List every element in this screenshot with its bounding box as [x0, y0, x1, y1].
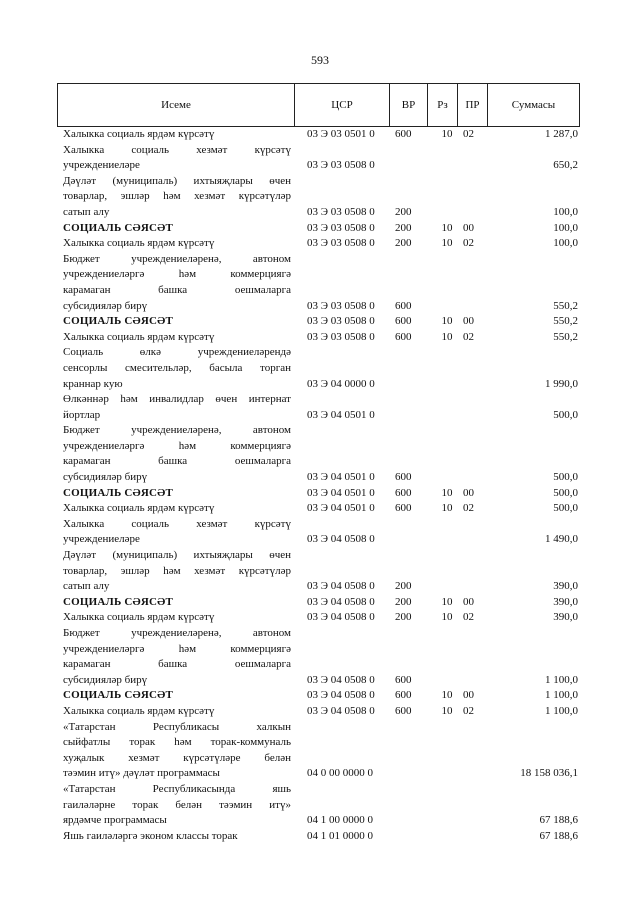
- row-name-line: сенсорлы смесительләр, басыла торган: [63, 361, 291, 374]
- table-row: [63, 236, 578, 252]
- row-sum: 1 287,0: [545, 128, 578, 140]
- row-name: [63, 236, 295, 252]
- table-row: [63, 314, 578, 330]
- row-name: [63, 345, 295, 392]
- row-pr: 02: [463, 704, 474, 717]
- table-row: [63, 392, 578, 423]
- row-rz: 10: [441, 237, 453, 250]
- row-sum: 500,0: [553, 486, 578, 499]
- row-vr: 600: [395, 299, 412, 312]
- row-sum: 1 100,0: [545, 704, 578, 717]
- row-sum: 67 188,6: [539, 814, 578, 827]
- row-name-line: Халыкка социаль ярдәм күрсәтү: [63, 704, 215, 717]
- row-sum: 390,0: [553, 595, 578, 608]
- row-csr: 03 Э 04 0508 0: [307, 595, 375, 608]
- row-name-line: «Татарстан Республикасы халкын: [63, 720, 291, 733]
- row-vr: 600: [395, 673, 412, 686]
- row-name-line: Бюджет учреждениеләренә, автоном: [63, 627, 291, 639]
- page-number: 593: [311, 53, 329, 67]
- row-name-line: карамаган башка оешмаларга: [63, 455, 291, 468]
- row-vr: 600: [395, 704, 412, 717]
- row-name: [63, 626, 295, 688]
- row-name-line: Дәүләт (муниципаль) ихтыяҗлары өчен: [63, 174, 291, 187]
- row-vr: 200: [395, 205, 412, 218]
- row-csr: 03 Э 03 0508 0: [307, 237, 375, 250]
- row-name-line: субсидияләр бирү: [63, 299, 148, 312]
- row-rz: 10: [441, 221, 453, 234]
- row-vr: 200: [395, 611, 412, 624]
- row-name-line: Яшь гаиләләргә эконом классы торак: [63, 829, 238, 842]
- row-name-line: субсидияләр бирү: [63, 471, 148, 484]
- row-vr: 200: [395, 595, 412, 608]
- header-pr: ПР: [457, 84, 487, 126]
- row-name-line: Халыкка социаль ярдәм күрсәтү: [63, 330, 215, 343]
- row-name-line: Халыкка социаль ярдәм күрсәтү: [63, 502, 215, 515]
- row-pr: 00: [463, 315, 474, 328]
- row-name-line: тәэмин итү» дәүләт программасы: [63, 767, 220, 780]
- table-row: [63, 423, 578, 485]
- table-row: [63, 595, 578, 611]
- row-rz: 10: [441, 330, 453, 343]
- row-sum: 390,0: [553, 611, 578, 624]
- table-row: [63, 330, 578, 346]
- row-csr: 03 Э 04 0508 0: [307, 689, 375, 702]
- row-rz: 10: [441, 704, 453, 717]
- row-name-line: сатып алу: [63, 580, 110, 593]
- row-csr: 03 Э 03 0508 0: [307, 315, 375, 328]
- row-vr: 600: [395, 471, 412, 484]
- row-sum: 1 100,0: [545, 689, 578, 702]
- row-name-line: краннар кую: [63, 377, 123, 390]
- row-name-line: Социаль өлкә учреждениеләрендә: [63, 346, 291, 359]
- header-name: Исеме: [161, 99, 191, 111]
- row-name: [63, 330, 295, 346]
- row-vr: 600: [395, 502, 412, 515]
- row-name-line: товарлар, эшләр һәм хезмәт күрсәтүләр: [63, 564, 291, 577]
- row-csr: 03 Э 03 0501 0: [307, 128, 375, 140]
- row-csr: 03 Э 03 0508 0: [307, 221, 375, 234]
- row-name-line: гаиләләрне торак белән тәэмин итү»: [63, 798, 291, 811]
- row-name: [63, 314, 295, 330]
- row-vr: 200: [395, 580, 412, 593]
- table-row: [63, 626, 578, 688]
- row-sum: 67 188,6: [539, 829, 578, 842]
- header-csr: ЦСР: [294, 84, 389, 126]
- row-pr: 02: [463, 237, 474, 250]
- row-sum: 390,0: [553, 580, 578, 593]
- row-name-line: карамаган башка оешмаларга: [63, 658, 291, 671]
- row-pr: 00: [463, 595, 474, 608]
- row-name: [63, 127, 295, 143]
- row-name-line: субсидияләр бирү: [63, 673, 148, 686]
- table-row: [63, 174, 578, 221]
- row-csr: 04 1 01 0000 0: [307, 829, 373, 842]
- table-row: [63, 501, 578, 517]
- row-name-line: учреждениеләргә һәм коммерциягә: [63, 268, 291, 281]
- row-rz: 10: [441, 689, 453, 702]
- row-rz: 10: [441, 611, 453, 624]
- row-sum: 1 100,0: [545, 673, 578, 686]
- row-csr: 04 1 00 0000 0: [307, 814, 373, 827]
- row-name: [63, 423, 295, 485]
- table-row: [63, 345, 578, 392]
- row-sum: 1 990,0: [545, 377, 578, 390]
- row-name-line: учреждениеләре: [63, 533, 140, 546]
- row-vr: 200: [395, 237, 412, 250]
- row-vr: 200: [395, 221, 412, 234]
- row-csr: 03 Э 04 0508 0: [307, 533, 375, 546]
- table-body: [63, 127, 578, 844]
- row-pr: 02: [463, 611, 474, 624]
- header-rz: Рз: [427, 84, 457, 126]
- table-header: [57, 83, 580, 127]
- row-name-line: товарлар, эшләр һәм хезмәт күрсәтүләр: [63, 190, 291, 203]
- row-name: [63, 517, 295, 548]
- row-name-line: учреждениеләргә һәм коммерциягә: [63, 642, 291, 655]
- row-name-line: Бюджет учреждениеләренә, автоном: [63, 424, 291, 437]
- row-rz: 10: [441, 128, 453, 140]
- table-row: [63, 127, 578, 143]
- row-name-line: хуҗалык хезмәт күрсәтүләре белән: [63, 751, 291, 764]
- table-row: [63, 548, 578, 595]
- row-name-line: Бюджет учреждениеләренә, автоном: [63, 252, 291, 265]
- table-row: [63, 782, 578, 829]
- row-name: [63, 501, 295, 517]
- row-csr: 03 Э 03 0508 0: [307, 159, 375, 172]
- row-sum: 500,0: [553, 471, 578, 484]
- row-name: [63, 688, 295, 704]
- header-vr: ВР: [389, 84, 427, 126]
- row-name-line: сыйфатлы торак һәм торак-коммуналь: [63, 736, 291, 749]
- row-sum: 100,0: [553, 221, 578, 234]
- row-csr: 03 Э 04 0508 0: [307, 580, 375, 593]
- row-name: [63, 174, 295, 221]
- row-name-line: ярдәмче программасы: [63, 814, 167, 827]
- table-row: [63, 252, 578, 314]
- row-name-line: Халыкка социаль ярдәм күрсәтү: [63, 237, 215, 250]
- row-csr: 03 Э 04 0508 0: [307, 673, 375, 686]
- row-pr: 02: [463, 502, 474, 515]
- row-name-line: СОЦИАЛЬ СӘЯСӘТ: [63, 689, 173, 702]
- row-csr: 03 Э 04 0501 0: [307, 486, 375, 499]
- row-csr: 03 Э 04 0508 0: [307, 704, 375, 717]
- row-name-line: Өлкәннәр һәм инвалидлар өчен интернат: [63, 393, 291, 406]
- row-sum: 550,2: [553, 330, 578, 343]
- row-name-line: Халыкка социаль ярдәм күрсәтү: [63, 611, 215, 624]
- row-name: [63, 829, 295, 845]
- row-name-line: Халыкка социаль хезмәт күрсәтү: [63, 517, 291, 530]
- row-name: [63, 392, 295, 423]
- header-sum: Суммасы: [487, 84, 579, 126]
- row-pr: 02: [463, 330, 474, 343]
- row-pr: 00: [463, 689, 474, 702]
- row-csr: 04 0 00 0000 0: [307, 767, 373, 780]
- row-name-line: сатып алу: [63, 205, 110, 218]
- row-name-line: «Татарстан Республикасында яшь: [63, 782, 291, 795]
- row-name-line: Халыкка социаль ярдәм күрсәтү: [63, 128, 215, 140]
- row-rz: 10: [441, 595, 453, 608]
- row-pr: 00: [463, 486, 474, 499]
- row-rz: 10: [441, 502, 453, 515]
- row-sum: 550,2: [553, 299, 578, 312]
- table-row: [63, 143, 578, 174]
- table-row: [63, 610, 578, 626]
- row-name: [63, 252, 295, 314]
- row-name-line: СОЦИАЛЬ СӘЯСӘТ: [63, 315, 173, 328]
- row-name-line: учреждениеләргә һәм коммерциягә: [63, 439, 291, 452]
- row-csr: 03 Э 03 0508 0: [307, 299, 375, 312]
- row-csr: 03 Э 04 0501 0: [307, 471, 375, 484]
- row-csr: 03 Э 04 0501 0: [307, 408, 375, 421]
- table-row: [63, 221, 578, 237]
- row-name: [63, 610, 295, 626]
- row-vr: 600: [395, 315, 412, 328]
- row-sum: 550,2: [553, 315, 578, 328]
- table-row: [63, 704, 578, 720]
- row-vr: 600: [395, 330, 412, 343]
- row-rz: 10: [441, 315, 453, 328]
- row-rz: 10: [441, 486, 453, 499]
- row-pr: 02: [463, 128, 474, 140]
- row-name: [63, 704, 295, 720]
- row-name-line: Халыкка социаль хезмәт күрсәтү: [63, 143, 291, 156]
- row-pr: 00: [463, 221, 474, 234]
- row-sum: 100,0: [553, 205, 578, 218]
- row-sum: 100,0: [553, 237, 578, 250]
- row-vr: 600: [395, 689, 412, 702]
- row-name-line: йортлар: [63, 408, 101, 421]
- row-name: [63, 548, 295, 595]
- row-name-line: СОЦИАЛЬ СӘЯСӘТ: [63, 595, 173, 608]
- row-sum: 650,2: [553, 159, 578, 172]
- row-name-line: СОЦИАЛЬ СӘЯСӘТ: [63, 486, 173, 499]
- row-name: [63, 221, 295, 237]
- row-sum: 500,0: [553, 502, 578, 515]
- table-row: [63, 720, 578, 782]
- row-vr: 600: [395, 486, 412, 499]
- row-name: [63, 720, 295, 782]
- row-name-line: учреждениеләре: [63, 159, 140, 172]
- row-csr: 03 Э 03 0508 0: [307, 205, 375, 218]
- row-name: [63, 782, 295, 829]
- row-sum: 500,0: [553, 408, 578, 421]
- row-csr: 03 Э 03 0508 0: [307, 330, 375, 343]
- table-row: [63, 688, 578, 704]
- row-name-line: СОЦИАЛЬ СӘЯСӘТ: [63, 221, 173, 234]
- row-sum: 18 158 036,1: [520, 767, 578, 780]
- row-csr: 03 Э 04 0000 0: [307, 377, 375, 390]
- row-name: [63, 595, 295, 611]
- row-vr: 600: [395, 128, 412, 140]
- row-name: [63, 486, 295, 502]
- row-name-line: карамаган башка оешмаларга: [63, 283, 291, 296]
- table-row: [63, 829, 578, 845]
- row-csr: 03 Э 04 0508 0: [307, 611, 375, 624]
- row-name-line: Дәүләт (муниципаль) ихтыяҗлары өчен: [63, 549, 291, 562]
- row-name: [63, 143, 295, 174]
- row-sum: 1 490,0: [545, 533, 578, 546]
- row-csr: 03 Э 04 0501 0: [307, 502, 375, 515]
- table-row: [63, 517, 578, 548]
- table-row: [63, 486, 578, 502]
